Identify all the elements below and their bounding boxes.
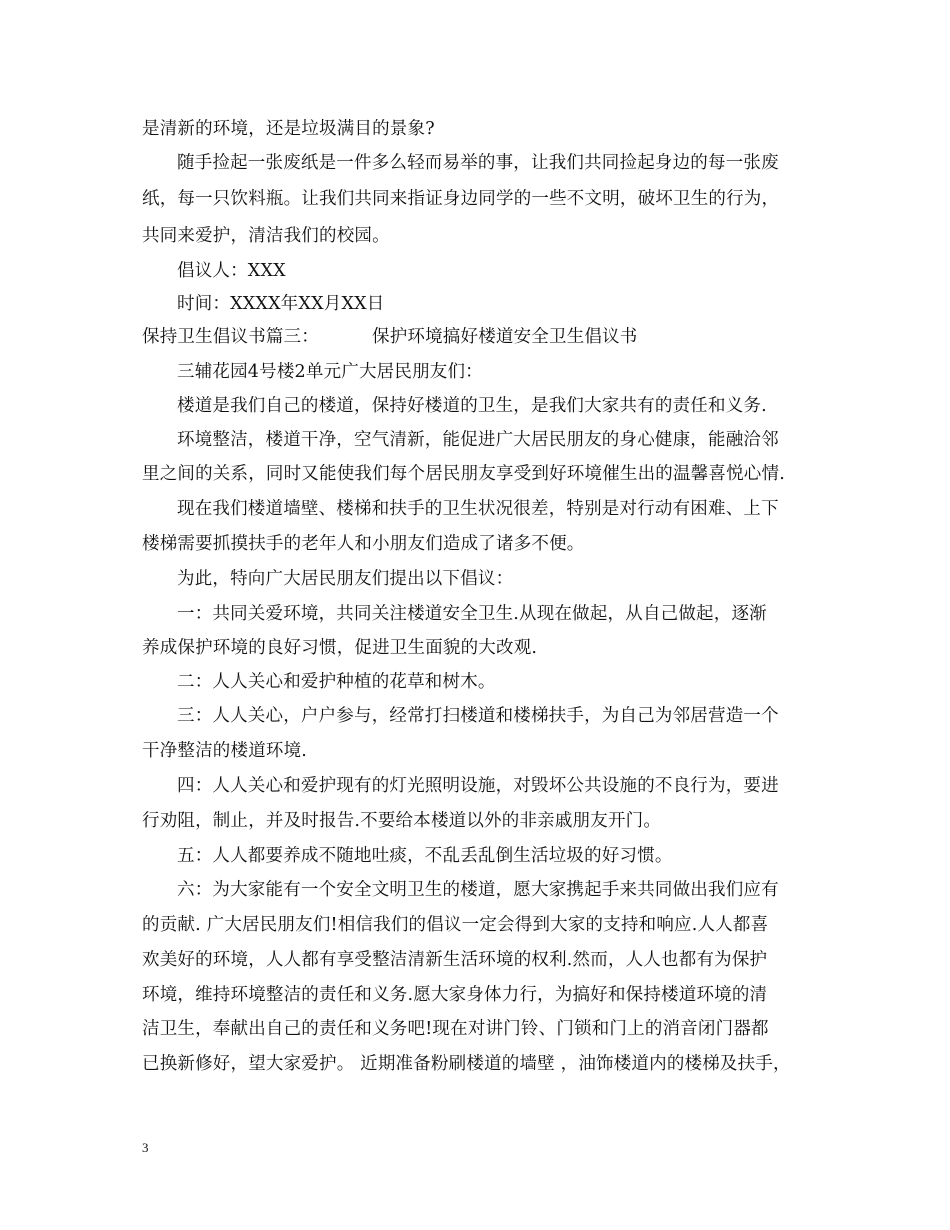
text-line: 环境，维持环境整洁的责任和义务.愿大家身体力行，为搞好和保持楼道环境的清: [142, 985, 768, 1005]
text-line: 六：为大家能有一个安全文明卫生的楼道，愿大家携起手来共同做出我们应有: [177, 880, 779, 900]
text-line: 纸，每一只饮料瓶。让我们共同来指证身边同学的一些不文明，破坏卫生的行为，: [142, 189, 780, 209]
text-line: 现在我们楼道墙壁、楼梯和扶手的卫生状况很差，特别是对行动有困难、上下: [177, 499, 779, 519]
page-number: 3: [142, 1140, 149, 1155]
text-line: 一：共同关爱环境，共同关注楼道安全卫生.从现在做起，从自己做起，逐渐: [177, 604, 767, 624]
text-line: 四：人人关心和爱护现有的灯光照明设施，对毁坏公共设施的不良行为，要进: [177, 776, 779, 796]
text-line: 干净整洁的楼道环境.: [142, 741, 308, 761]
section-heading-label: 保持卫生倡议书篇三：: [142, 327, 319, 347]
text-line: 共同来爱护，清洁我们的校园。: [142, 226, 390, 246]
text-line: 三辅花园4号楼2单元广大居民朋友们：: [177, 362, 483, 382]
text-line: 环境整洁，楼道干净，空气清新，能促进广大居民朋友的身心健康，能融洽邻: [177, 430, 779, 450]
text-line: 已换新修好，望大家爱护。 近期准备粉刷楼道的墙壁 ，油饰楼道内的楼梯及扶手，: [142, 1054, 791, 1074]
section-heading-title: 保护环境搞好楼道安全卫生倡议书: [372, 327, 638, 347]
text-line: 楼道是我们自己的楼道，保持好楼道的卫生，是我们大家共有的责任和义务.: [177, 396, 767, 416]
text-line: 里之间的关系，同时又能使我们每个居民朋友享受到好环境催生出的温馨喜悦心情.: [142, 464, 785, 484]
text-line: 三：人人关心，户户参与，经常打扫楼道和楼梯扶手，为自己为邻居营造一个: [177, 706, 779, 726]
text-line: 倡议人：XXX: [177, 261, 286, 281]
text-line: 洁卫生，奉献出自己的责任和义务吧!现在对讲门铃、门锁和门上的消音闭门器都: [142, 1019, 769, 1039]
text-line: 欢美好的环境，人人都有享受整洁清新生活环境的权利.然而，人人也都有为保护: [142, 950, 768, 970]
text-line: 的贡献. 广大居民朋友们!相信我们的倡议一定会得到大家的支持和响应.人人都喜: [142, 915, 769, 935]
text-line: 楼梯需要抓摸扶手的老年人和小朋友们造成了诸多不便。: [142, 534, 585, 554]
text-line: 五：人人都要养成不随地吐痰，不乱丢乱倒生活垃圾的好习惯。: [177, 846, 673, 866]
text-line: 时间：XXXX年XX月XX日: [177, 294, 385, 314]
text-line: 行劝阻，制止，并及时报告.不要给本楼道以外的非亲戚朋友开门。: [142, 811, 662, 831]
text-line: 养成保护环境的良好习惯，促进卫生面貌的大改观.: [142, 638, 538, 658]
text-line: 为此，特向广大居民朋友们提出以下倡议：: [177, 569, 514, 589]
text-line: 随手捡起一张废纸是一件多么轻而易举的事，让我们共同捡起身边的每一张废: [177, 153, 779, 173]
text-line: 二：人人关心和爱护种植的花草和树木。: [177, 672, 496, 692]
text-line: 是清新的环境，还是垃圾满目的景象?: [142, 119, 435, 139]
